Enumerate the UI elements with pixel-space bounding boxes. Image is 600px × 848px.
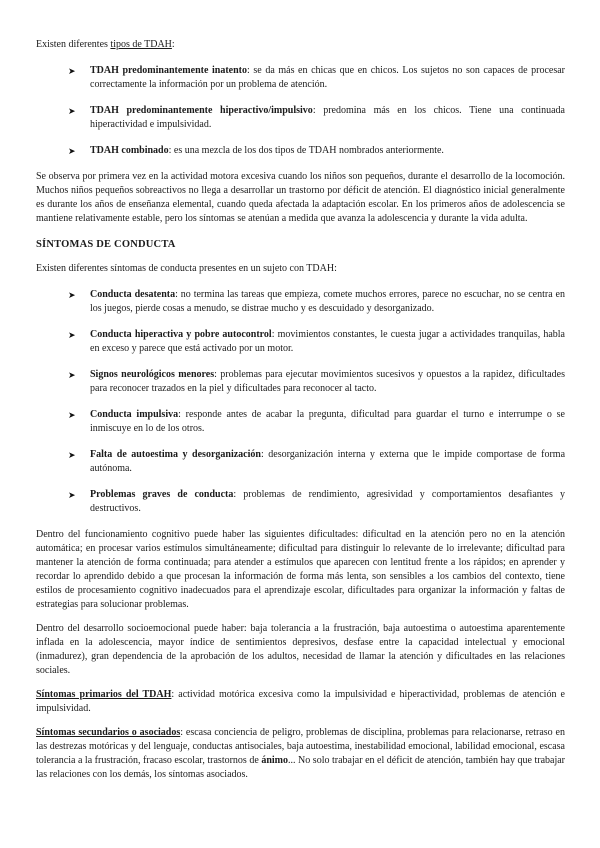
bullet-lead: TDAH predominantemente inatento — [90, 65, 248, 76]
bullet-lead: Falta de autoestima y desorganización — [90, 449, 261, 460]
paragraph-onset: Se observa por primera vez en la actividad motora excesiva cuando los niños son pequeños, durante el desarrollo de la locomoción. Muchos niños pequeños sobreactivos no llega a desarrollar un trastorno por déficit de atención. El diagnóstico inicial generalmente es durante los años de enseñanza elemental, cuando queda afectada la adaptación escolar. En los primeros años de adolescencia se mantiene relativamente estable, pero los síntomas se atenúan a medida que avanza la adolescencia y durante la vida adulta. — [36, 171, 565, 224]
list-item — [68, 328, 565, 356]
intro-pre-text: Existen diferentes — [36, 39, 111, 50]
secondary-symptoms-tail: ... No solo trabajar en el déficit de atención, también hay que trabajar las relaciones con los demás, los síntomas asociados. — [36, 755, 565, 780]
secondary-symptoms-bold-word: ánimo — [261, 755, 289, 766]
bullet-text: : responde antes de acabar la pregunta, dificultad para guardar el turno e interrumpe o se inmiscuye en lo de los otros. — [90, 409, 565, 434]
section-heading-conduct-symptoms: SÍNTOMAS DE CONDUCTA — [36, 239, 176, 250]
primary-symptoms-text: : actividad motórica excesiva como la impulsividad e hiperactividad, problemas de atención e impulsividad. — [36, 689, 565, 714]
arrow-bullet-icon: ➤ — [68, 146, 76, 157]
arrow-bullet-icon: ➤ — [68, 490, 76, 501]
list-item — [68, 64, 565, 92]
arrow-bullet-icon: ➤ — [68, 106, 76, 117]
bullet-lead: Conducta impulsiva — [90, 409, 179, 420]
intro-line — [36, 38, 565, 52]
bullet-text: : problemas para ejecutar movimientos sucesivos y opuestos a la rapidez, dificultades para reconocer trazados en la piel y dificultades para reconocer al tacto. — [90, 369, 566, 394]
paragraph-socioemotional: Dentro del desarrollo socioemocional puede haber: baja tolerancia a la frustración, baja autoestima o autoestima aparentemente inflada en la adolescencia, mayor índice de sentimientos depresivos, desfase entre la capacidad intelectual y emocional (inmadurez), gran dependencia de la aprobación de los adultos, necesidad de llamar la atención y dificultades en las relaciones sociales. — [36, 623, 565, 676]
paragraph-secondary-symptoms — [36, 726, 565, 782]
list-item — [68, 408, 565, 436]
secondary-symptoms-text: : escasa conciencia de peligro, problemas de disciplina, problemas para relacionarse, retraso en las destrezas motóricas y del lenguaje, conductas antisociales, baja autoestima, inestabilidad emocional, labilidad emocional, escasa tolerancia a la frustración, fracaso escolar, trastornos de — [36, 727, 565, 766]
paragraph-primary-symptoms — [36, 688, 565, 716]
bullet-lead: TDAH combinado — [90, 145, 169, 156]
bullet-lead: Conducta desatenta — [90, 289, 176, 300]
bullet-lead: Conducta hiperactiva y pobre autocontrol — [90, 329, 272, 340]
bullet-text: : desorganización interna y externa que le impide comportase de forma autónoma. — [90, 449, 566, 474]
list-item — [68, 288, 565, 316]
bullet-lead: TDAH predominantemente hiperactivo/impulsivo — [90, 105, 313, 116]
arrow-bullet-icon: ➤ — [68, 66, 76, 77]
list-item — [68, 448, 565, 476]
bullet-text: : problemas de rendimiento, agresividad y comportamientos desafiantes y destructivos. — [90, 489, 565, 514]
list-item — [68, 368, 565, 396]
bullet-lead: Signos neurológicos menores — [90, 369, 215, 380]
conduct-symptoms-list — [36, 288, 565, 516]
arrow-bullet-icon: ➤ — [68, 450, 76, 461]
bullet-text: : movimientos constantes, le cuesta jugar a actividades tranquilas, habla en exceso y parece que está activado por un motor. — [90, 329, 565, 354]
bullet-lead: Problemas graves de conducta — [90, 489, 234, 500]
bullet-text: : se da más en chicas que en chicos. Los sujetos no son capaces de procesar correctamente la información por un problema de atención. — [90, 65, 566, 90]
intro-colon: : — [171, 39, 175, 50]
list-item — [68, 488, 565, 516]
list-item — [68, 144, 565, 158]
intro-underlined-phrase: tipos de TDAH — [110, 39, 172, 50]
list-item — [68, 104, 565, 132]
arrow-bullet-icon: ➤ — [68, 330, 76, 341]
bullet-text: : predomina más en los chicos. Tiene una continuada hiperactividad e impulsividad. — [90, 105, 565, 130]
arrow-bullet-icon: ➤ — [68, 290, 76, 301]
primary-symptoms-lead: Síntomas primarios del TDAH — [36, 689, 172, 700]
bullet-text: : no termina las tareas que empieza, comete muchos errores, parece no escuchar, no se centra en los juegos, pierde cosas a menudo, se distrae mucho y es descuidado y desorganizado. — [90, 289, 565, 314]
conduct-intro-line: Existen diferentes síntomas de conducta presentes en un sujeto con TDAH: — [36, 263, 337, 274]
arrow-bullet-icon: ➤ — [68, 410, 76, 421]
arrow-bullet-icon: ➤ — [68, 370, 76, 381]
secondary-symptoms-lead: Síntomas secundarios o asociados — [36, 727, 181, 738]
bullet-text: : es una mezcla de los dos tipos de TDAH nombrados anteriormente. — [168, 145, 444, 156]
tdah-types-list — [36, 64, 565, 158]
paragraph-cognitive: Dentro del funcionamiento cognitivo puede haber las siguientes dificultades: dificultad en la atención pero no en la atención automática; en procesar varios estímulos simultáneamente; dificultad para distinguir lo relevante de lo irrelevante; dificultad para mantener la atención de forma continuada; para atender a estímulos que aparecen con lentitud frente a los rápidos; en aprender y recordar lo aprendido debido a que procesan la información de forma más lenta, son sensibles a los cambios del contexto, tiene estilos de procesamiento cognitivo inadecuados para el aprendizaje escolar, dificultades para organizar la información y faltas de estrategias para solucionar problemas. — [36, 529, 565, 610]
